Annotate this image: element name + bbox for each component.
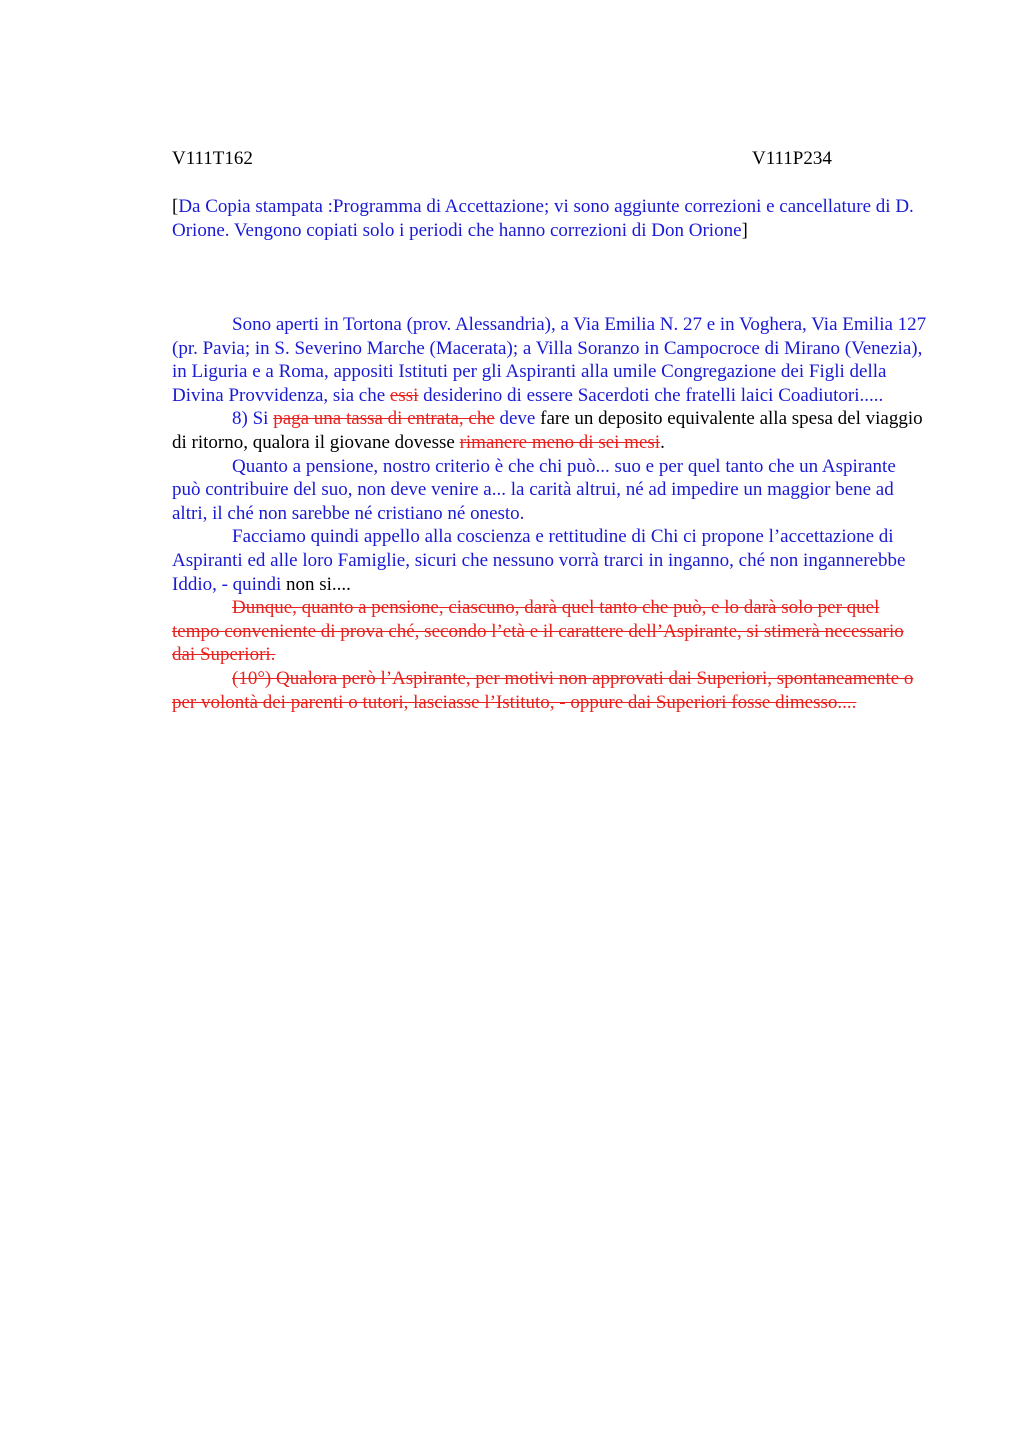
p1-deleted-word: essi — [389, 384, 419, 406]
editorial-note — [172, 195, 922, 242]
document-body — [172, 313, 927, 714]
p6-deleted-text: (10°) Qualora però l’Aspirante, per motivi non approvati dai Superiori, spontaneamente o per volontà dei parenti o tutori, lasciasse l’Istituto, - oppure dai Superiori fosse dimesso.... — [172, 667, 914, 713]
p2-text: fare un deposito equivalente alla spesa del viaggio di ritorno, qualora il giovane dovesse — [172, 408, 923, 453]
p3-text: Quanto a pensione, nostro criterio è che chi può... suo e per quel tanto che un Aspirante può contribuire del suo, non deve venire a... la carità altrui, né ad impedire un maggior bene ad altri, il ché non sarebbe né cristiano né onesto. — [172, 455, 896, 524]
document-code-right: V111P234 — [752, 148, 832, 169]
note-close-bracket: ] — [741, 219, 748, 241]
page-header — [172, 147, 932, 171]
p4-end: non si.... — [281, 573, 351, 595]
paragraph-pension — [172, 455, 927, 526]
p1-text-start: Sono aperti in Tortona (prov. Alessandria), a Via Emilia N. 27 e in Voghera, Via Emilia 127 (pr. Pavia; in S. Severino Marche (Macerata); a Villa Soranzo in Campocroce di Mirano (Venezia), in Liguria e a Roma, appositi Istituti per gli Aspiranti alla umile Congregazione dei Figli della Divina Provvidenza, sia che — [172, 314, 927, 406]
p1-text-end: desiderino di essere Sacerdoti che fratelli laici Coadiutori..... — [418, 384, 884, 406]
paragraph-deleted-pension — [172, 596, 927, 667]
paragraph-deleted-dismissal — [172, 667, 927, 714]
p2-end: . — [660, 431, 665, 453]
note-open-bracket: [ — [172, 196, 179, 217]
paragraph-appeal — [172, 525, 927, 596]
p2-inserted-word: deve — [494, 408, 536, 430]
p2-deleted-phrase-1: paga una tassa di entrata, che — [273, 408, 495, 430]
p5-deleted-text: Dunque, quanto a pensione, ciascuno, darà quel tanto che può, e lo darà solo per quel tempo conveniente di prova ché, secondo l’età e il carattere dell’Aspirante, si stimerà necessario dai Superiori. — [172, 597, 904, 666]
editorial-note-paragraph — [172, 195, 922, 242]
paragraph-institutes — [172, 313, 927, 407]
note-text: Da Copia stampata :Programma di Accettazione; vi sono aggiunte correzioni e cancellature di D. Orione. Vengono copiati solo i periodi che hanno correzioni di Don Orione — [172, 196, 914, 241]
p2-number: 8) Si — [232, 408, 274, 430]
document-code-left: V111T162 — [172, 148, 253, 169]
p4-text: Facciamo quindi appello alla coscienza e rettitudine di Chi ci propone l’accettazione di Aspiranti ed alle loro Famiglie, sicuri che nessuno vorrà trarci in inganno, ché non ingannerebbe Iddio, - quindi — [172, 526, 906, 595]
paragraph-deposit — [172, 407, 927, 454]
p2-deleted-phrase-2: rimanere meno di sei mesi — [459, 431, 661, 453]
